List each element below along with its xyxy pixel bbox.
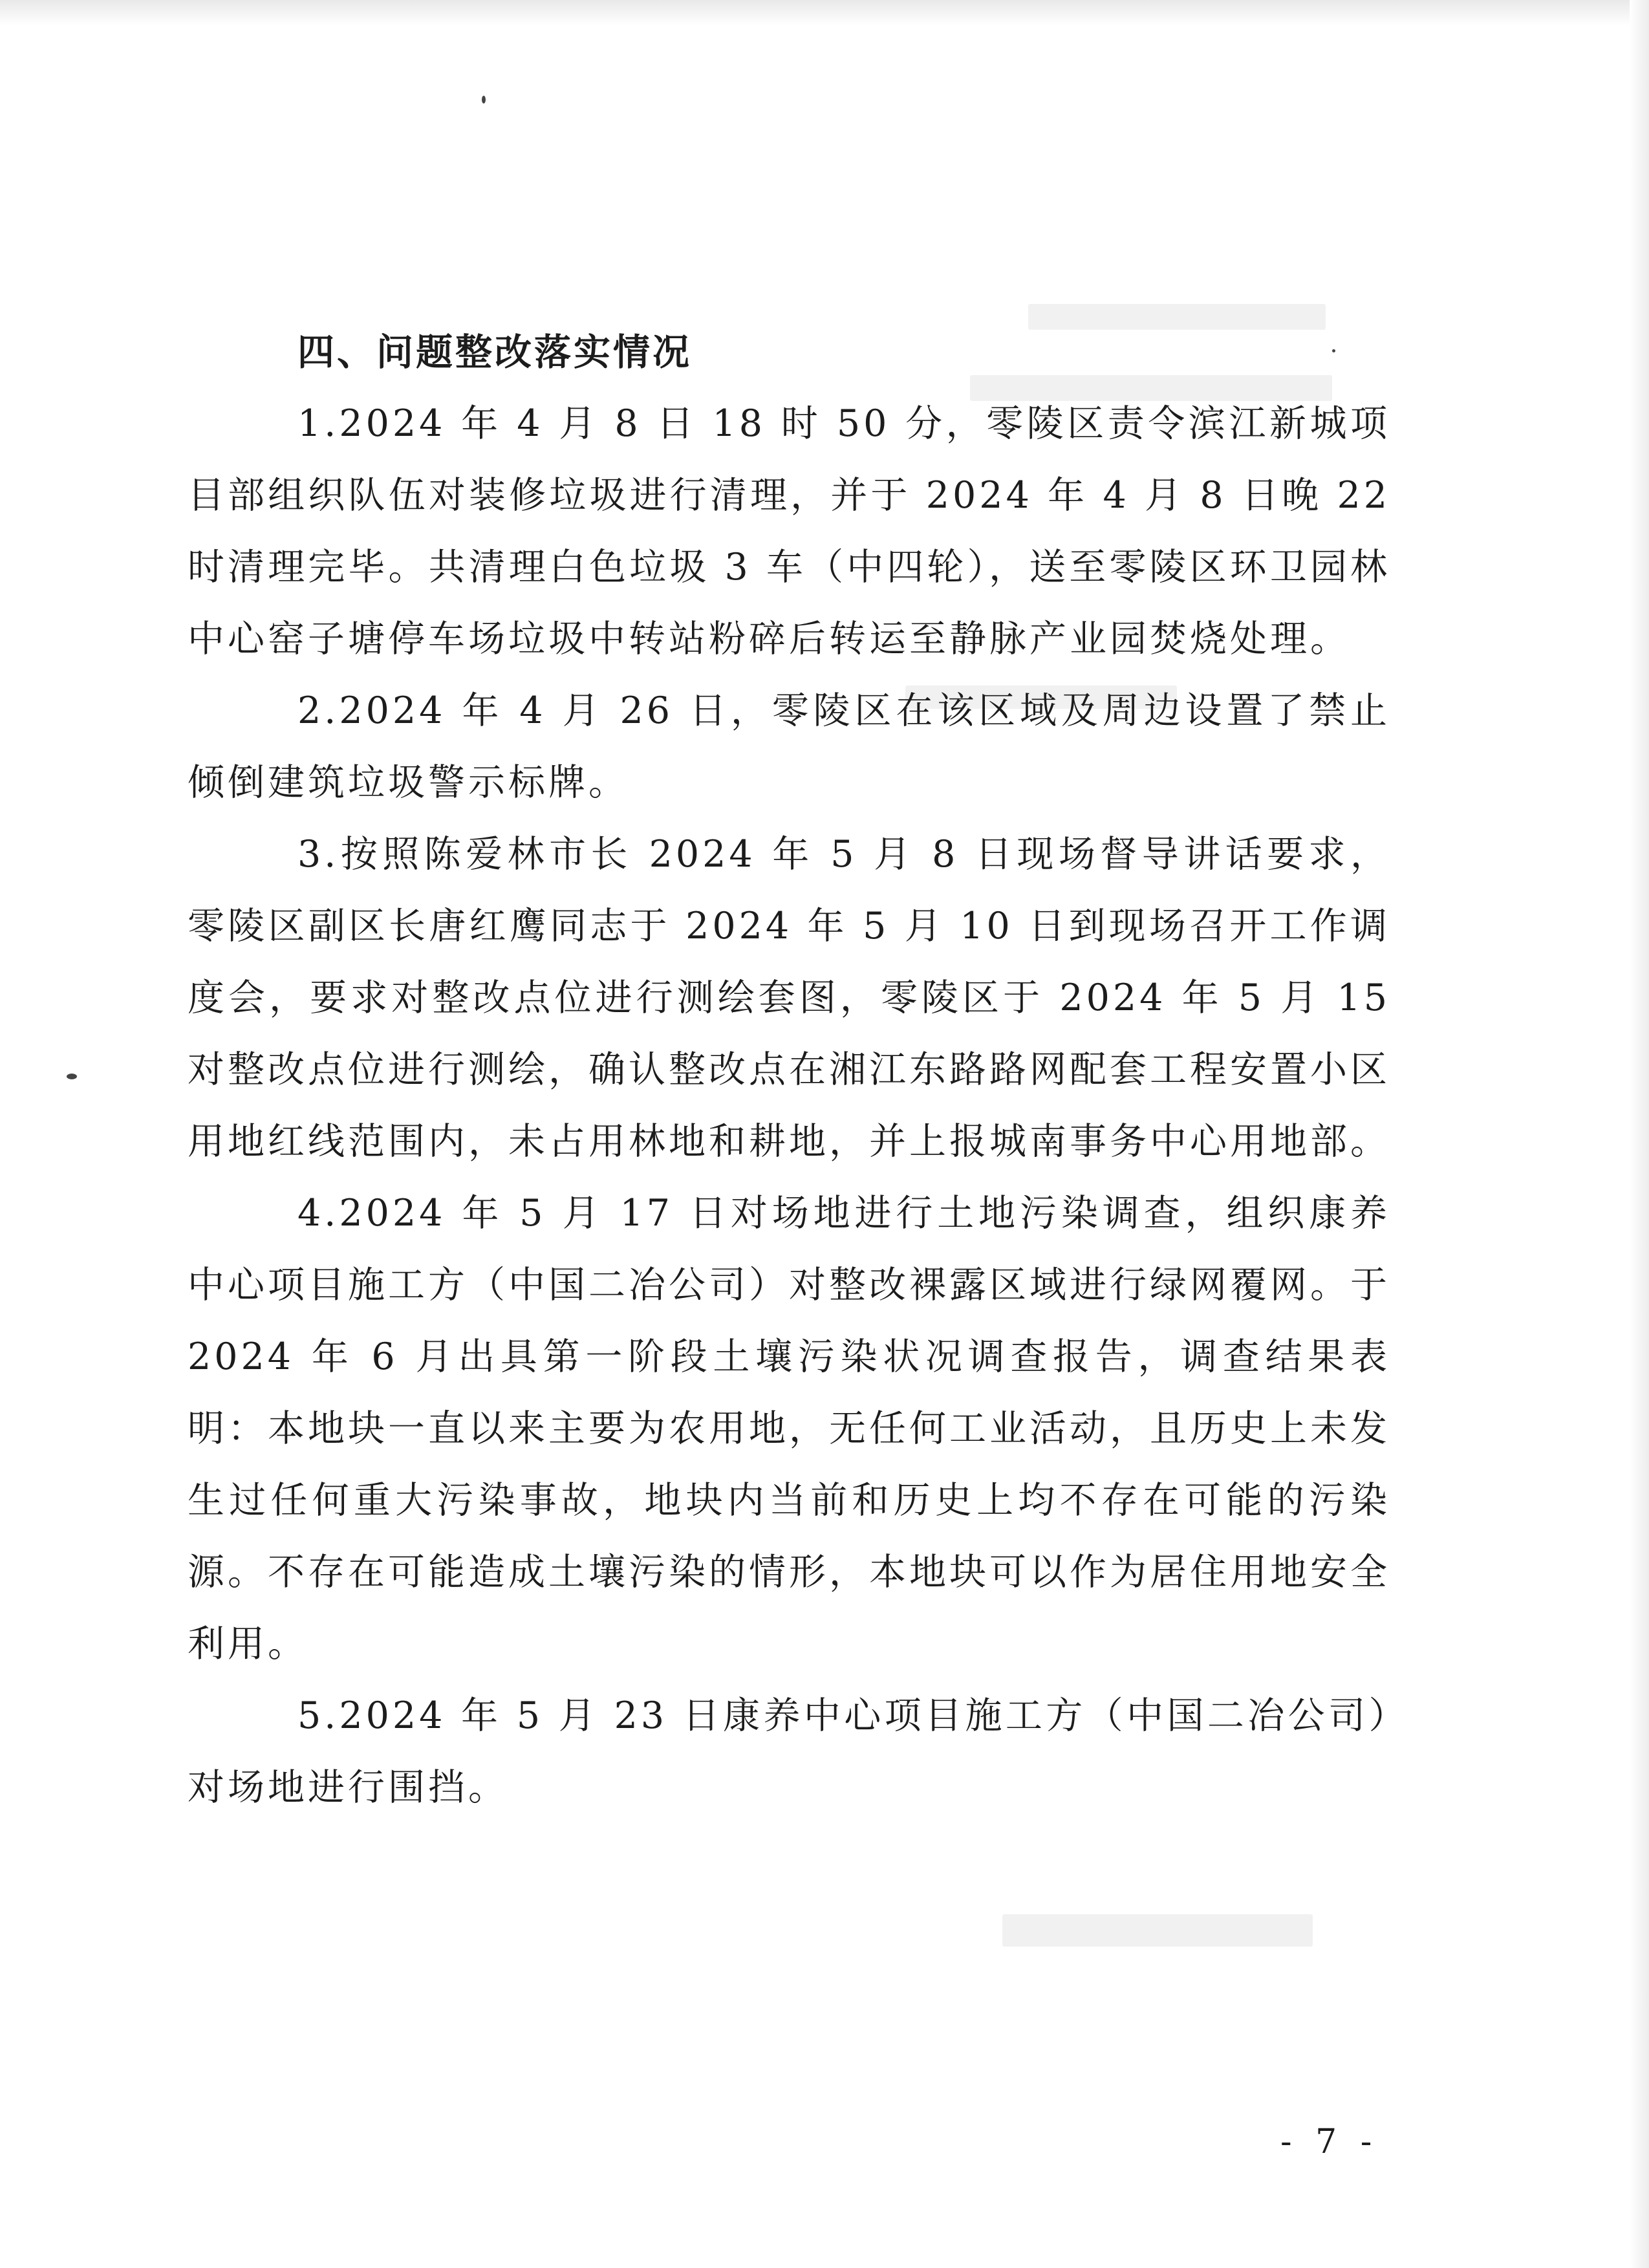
bleed-through-mark	[1002, 1914, 1313, 1947]
paragraph-item-5: 5.2024 年 5 月 23 日康养中心项目施工方（中国二冶公司）对场地进行围挡。	[188, 1694, 1390, 1809]
document-body	[188, 317, 1406, 1824]
scan-top-edge	[0, 0, 1649, 26]
paragraph-item-3: 3.按照陈爱林市长 2024 年 5 月 8 日现场督导讲话要求，零陵区副区长唐红鹰同志于 2024 年 5 月 10 日到现场召开工作调度会，要求对整改点位进行测绘套图，零陵区于 2024 年 5 月 15 对整改点位进行测绘，确认整改点在湘江东路路网配套工程安置小区用地红线范围内，未占用林地和耕地，并上报城南事务中心用地部。	[188, 833, 1406, 1163]
section-heading: 四、问题整改落实情况	[297, 331, 692, 374]
scan-speck	[482, 96, 486, 103]
paragraph-item-1: 1.2024 年 4 月 8 日 18 时 50 分，零陵区责令滨江新城项目部组织队伍对装修垃圾进行清理，并于 2024 年 4 月 8 日晚 22 时清理完毕。共清理白色垃圾 3 车（中四轮），送至零陵区环卫园林中心窑子塘停车场垃圾中转站粉碎后转运至静脉产业园焚烧处理。	[188, 402, 1406, 660]
paragraph-item-2: 2.2024 年 4 月 26 日，零陵区在该区域及周边设置了禁止倾倒建筑垃圾警示标牌。	[188, 689, 1390, 804]
scan-speck	[67, 1074, 77, 1079]
page-number: - 7 -	[1280, 2122, 1379, 2161]
paragraph-item-4: 4.2024 年 5 月 17 日对场地进行土地污染调查，组织康养中心项目施工方（中国二冶公司）对整改裸露区域进行绿网覆网。于 2024 年 6 月出具第一阶段土壤污染状况调查报告，调查结果表明：本地块一直以来主要为农用地，无任何工业活动，且历史上未发生过任何重大污染事故，地块内当前和历史上均不存在可能的污染源。不存在可能造成土壤污染的情形，本地块可以作为居住用地安全利用。	[188, 1192, 1406, 1665]
scan-right-edge	[1630, 0, 1649, 2268]
